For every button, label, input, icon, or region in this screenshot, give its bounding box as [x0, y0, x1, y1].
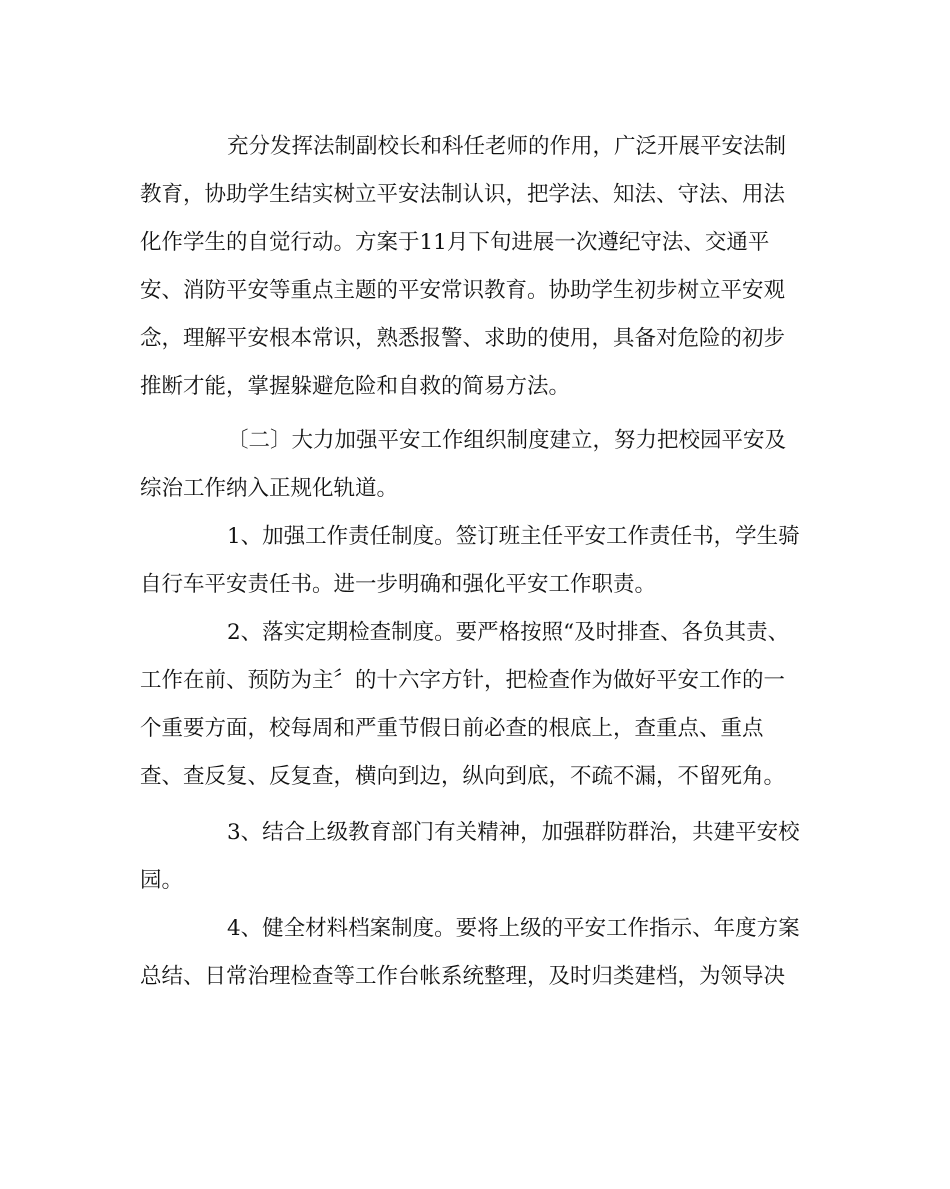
paragraph-1-line-4: 安、消防平安等重点主题的平安常识教育。协助学生初步树立平安观	[140, 278, 786, 303]
paragraph-4-line-1: 2、落实定期检查制度。要严格按照“及时排查、各负其责、	[227, 620, 790, 645]
paragraph-2-line-2: 综治工作纳入正规化轨道。	[140, 476, 399, 501]
paragraph-6-line-2: 总结、日常治理检查等工作台帐系统整理，及时归类建档，为领导决	[140, 964, 786, 989]
paragraph-1-line-1: 充分发挥法制副校长和科任老师的作用，广泛开展平安法制	[227, 134, 787, 159]
paragraph-4-line-4: 查、查反复、反复查，横向到边，纵向到底，不疏不漏，不留死角。	[140, 764, 786, 789]
paragraph-1-line-5: 念，理解平安根本常识，熟悉报警、求助的使用，具备对危险的初步	[140, 326, 786, 351]
paragraph-5-line-1: 3、结合上级教育部门有关精神，加强群防群治，共建平安校	[227, 820, 800, 845]
paragraph-6-line-1: 4、健全材料档案制度。要将上级的平安工作指示、年度方案	[227, 916, 800, 941]
paragraph-3-line-2: 自行车平安责任书。进一步明确和强化平安工作职责。	[140, 572, 657, 597]
paragraph-2-line-1: 〔二〕大力加强平安工作组织制度建立，努力把校园平安及	[227, 428, 787, 453]
paragraph-4-line-2: 工作在前、预防为主〞的十六字方针，把检查作为做好平安工作的一	[140, 668, 786, 693]
paragraph-1-line-6: 推断才能，掌握躲避危险和自救的简易方法。	[140, 374, 571, 399]
paragraph-4-line-3: 个重要方面，校每周和严重节假日前必查的根底上，查重点、重点	[140, 716, 764, 741]
paragraph-1-line-2: 教育，协助学生结实树立平安法制认识，把学法、知法、守法、用法	[140, 182, 786, 207]
paragraph-3-line-1: 1、加强工作责任制度。签订班主任平安工作责任书，学生骑	[227, 524, 800, 549]
paragraph-5-line-2: 园。	[140, 868, 184, 893]
paragraph-1-line-3: 化作学生的自觉行动。方案于11月下旬进展一次遵纪守法、交通平	[140, 230, 770, 255]
